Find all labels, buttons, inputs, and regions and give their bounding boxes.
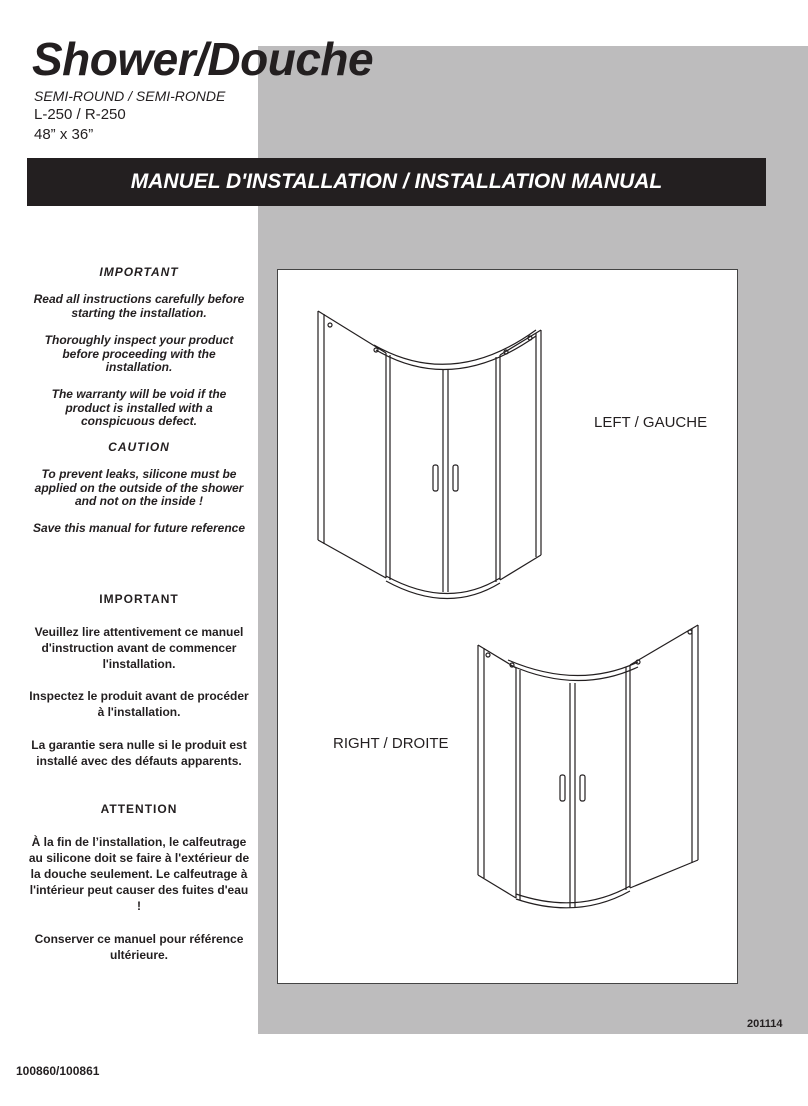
important-heading-fr: IMPORTANT [99,592,179,606]
page-title: Shower/Douche [32,33,374,85]
product-subtitle: SEMI-ROUND / SEMI-RONDE [34,88,226,104]
illustration-box [277,269,738,984]
right-shower-drawing [478,625,698,908]
document-code: 201114 [747,1018,783,1030]
instruction-en-2: Thoroughly inspect your product before proceeding with the installation. [44,333,234,374]
banner-text: MANUEL D'INSTALLATION / INSTALLATION MANUAL [130,170,663,193]
left-model-label: LEFT / GAUCHE [594,414,708,431]
attention-text-fr: À la fin de l’installation, le calfeutrage au silicone doit se faire à l'extérieur de la douche seulement. Le calfeutrage à l'intérieur peut causer des fuites d'eau ! [28,835,250,913]
manual-banner [27,158,766,206]
instruction-fr-3: La garantie sera nulle si le produit est installé avec des défauts apparents. [31,738,247,768]
instruction-fr-1: Veuillez lire attentivement ce manuel d'instruction avant de commencer l'installation. [34,625,244,671]
instruction-en-3: The warranty will be void if the product is installed with a conspicuous defect. [51,387,227,428]
instruction-fr-2: Inspectez le produit avant de procéder à l'installation. [29,689,249,719]
attention-heading-fr: ATTENTION [100,802,178,816]
left-shower-drawing [318,311,541,599]
product-size: 48” x 36” [34,126,94,143]
caution-heading-en: CAUTION [108,440,170,454]
save-manual-fr: Conserver ce manuel pour référence ultérieure. [34,932,244,962]
right-model-label: RIGHT / DROITE [333,735,449,752]
save-manual-en: Save this manual for future reference [32,521,246,535]
product-code: 100860/100861 [16,1064,100,1078]
important-heading-en: IMPORTANT [99,265,179,279]
model-number: L-250 / R-250 [34,106,126,123]
instruction-en-1: Read all instructions carefully before starting the installation. [33,292,245,320]
caution-text-en: To prevent leaks, silicone must be applied on the outside of the shower and not on the inside ! [34,467,244,508]
shower-illustrations [278,270,737,983]
